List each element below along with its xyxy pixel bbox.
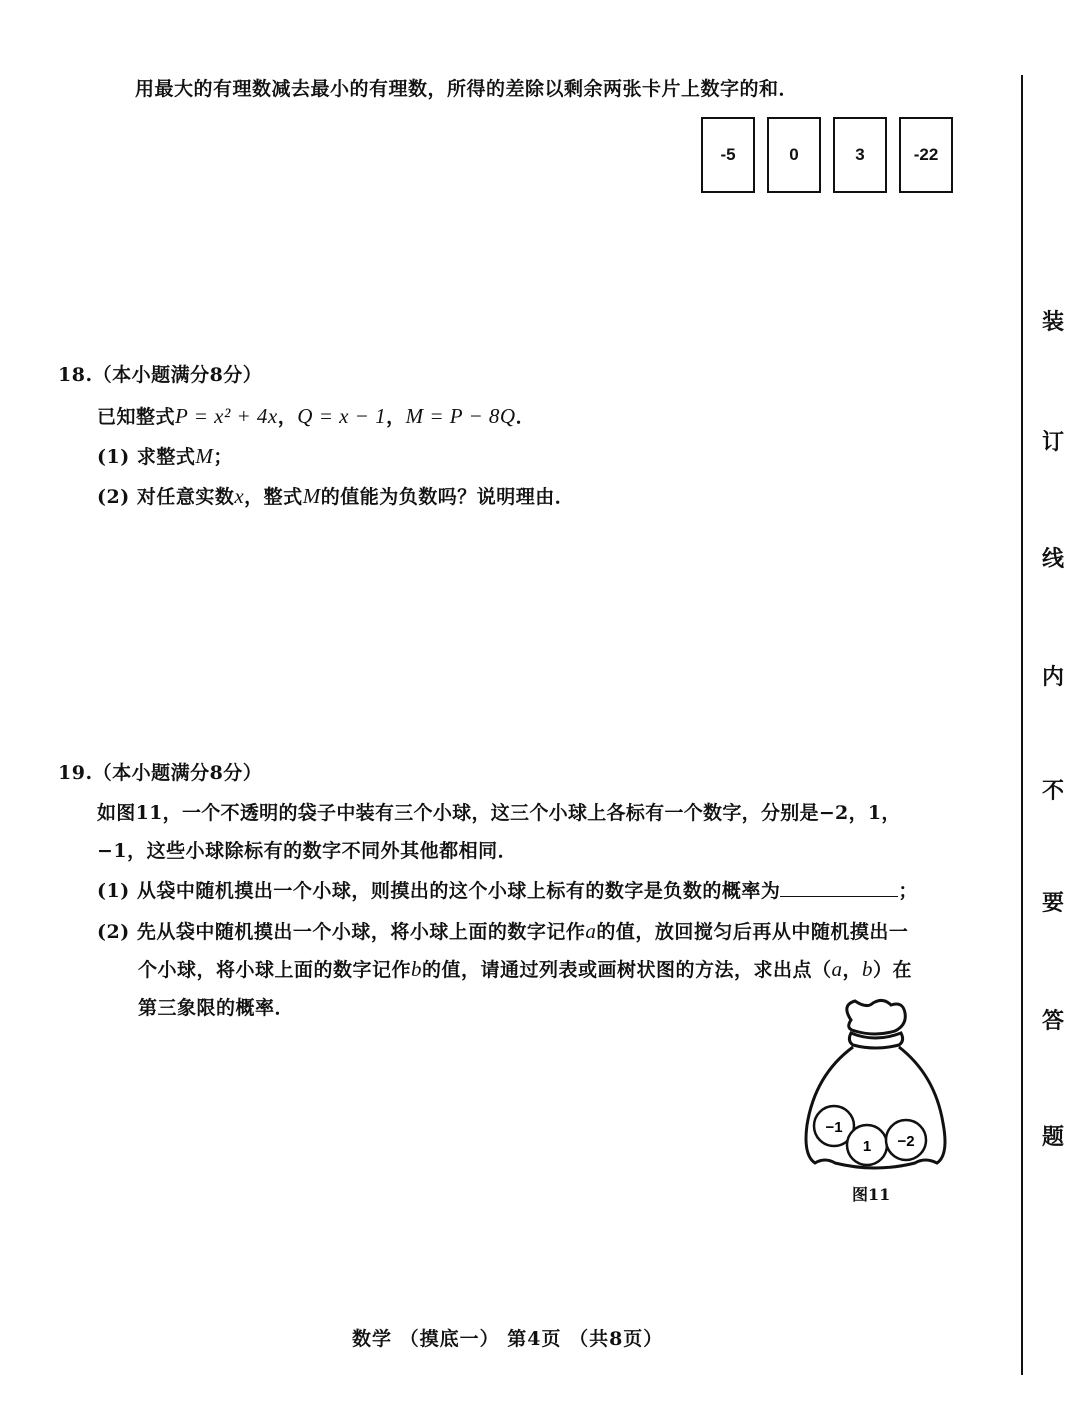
given-prefix: 已知整式 (97, 406, 176, 428)
part-text: 求整式 (136, 446, 196, 468)
var-b: b (862, 957, 874, 981)
part-text: 个小球，将小球上面的数字记作 (138, 959, 412, 981)
part-text: 先从袋中随机摸出一个小球，将小球上面的数字记作 (136, 921, 586, 943)
part-text: 从袋中随机摸出一个小球，则摸出的这个小球上标有的数字是负数的概率为 (136, 880, 781, 902)
binding-char: 要 (1041, 890, 1064, 916)
q19-line2: −1，这些小球除标有的数字不同外其他都相同． (97, 840, 518, 862)
q19-line1: 如图11，一个不透明的袋子中装有三个小球，这三个小球上各标有一个数字，分别是−2，1， (97, 802, 901, 824)
q19-part2-line1 (97, 918, 908, 945)
number-card (767, 117, 821, 193)
binding-char: 装 (1041, 309, 1064, 335)
q19-header (58, 760, 262, 786)
q18-given (97, 403, 535, 430)
question-score: （本小题满分8分） (92, 364, 263, 386)
bag-figure (795, 995, 955, 1175)
q19-part2-line2 (138, 956, 912, 983)
question-number: 18. (58, 364, 93, 386)
binding-char: 线 (1041, 546, 1064, 572)
part-text: 对任意实数 (136, 486, 235, 508)
part-label: (2) (97, 486, 130, 508)
binding-char: 答 (1041, 1008, 1064, 1034)
part-text: ，整式 (244, 486, 303, 508)
binding-char: 内 (1041, 664, 1064, 690)
part-label: (1) (97, 446, 130, 468)
var-m: M (405, 404, 424, 428)
m-expression: = P − 8Q (423, 404, 516, 428)
q-expression: = x − 1 (312, 404, 387, 428)
punct: ， (842, 959, 863, 981)
ball-label: 1 (862, 1138, 872, 1155)
ball-label: −2 (897, 1133, 915, 1150)
part-label: (1) (97, 880, 130, 902)
separator: ， (277, 406, 298, 428)
period: ． (515, 406, 536, 428)
q18-part1 (97, 443, 233, 470)
p-expression: = x² + 4x (187, 404, 278, 428)
binding-char: 不 (1041, 778, 1064, 804)
answer-blank (780, 878, 898, 897)
part-text: ）在 (873, 959, 913, 981)
binding-char: 订 (1041, 429, 1064, 455)
var-m: M (302, 484, 321, 508)
var-p: P (175, 404, 188, 428)
ball-label: −1 (825, 1119, 843, 1136)
binding-line (1021, 75, 1023, 1375)
q18-header (58, 362, 262, 388)
part-text: 的值，放回搅匀后再从中随机摸出一 (596, 921, 909, 943)
page-footer: 数学 （摸底一） 第4页 （共8页） (352, 1328, 664, 1350)
var-a: a (831, 957, 843, 981)
var-q: Q (297, 404, 313, 428)
number-card (701, 117, 755, 193)
var-a: a (585, 919, 597, 943)
q19-part2-line3: 第三象限的概率． (138, 997, 295, 1019)
var-x: x (234, 484, 245, 508)
binding-char: 题 (1041, 1124, 1064, 1150)
card-value: -22 (913, 145, 939, 164)
figure-caption: 图11 (852, 1185, 891, 1204)
question-score: （本小题满分8分） (92, 762, 263, 784)
bag-knot (847, 1000, 905, 1034)
punct: ； (213, 446, 233, 468)
part-text: 的值能为负数吗？说明理由． (320, 486, 575, 508)
part-text: 的值，请通过列表或画树状图的方法，求出点（ (422, 959, 832, 981)
separator: ， (386, 406, 406, 428)
var-m: M (195, 444, 214, 468)
number-card (833, 117, 887, 193)
var-b: b (411, 957, 423, 981)
card-value: 0 (789, 145, 799, 164)
q17-text: 用最大的有理数减去最小的有理数，所得的差除以剩余两张卡片上数字的和． (135, 78, 799, 100)
card-value: 3 (855, 145, 865, 164)
number-card (899, 117, 953, 193)
card-value: -5 (720, 145, 736, 164)
punct: ； (898, 880, 918, 902)
q19-part1 (97, 878, 918, 904)
part-label: (2) (97, 921, 130, 943)
question-number: 19. (58, 762, 93, 784)
q18-part2 (97, 483, 574, 510)
